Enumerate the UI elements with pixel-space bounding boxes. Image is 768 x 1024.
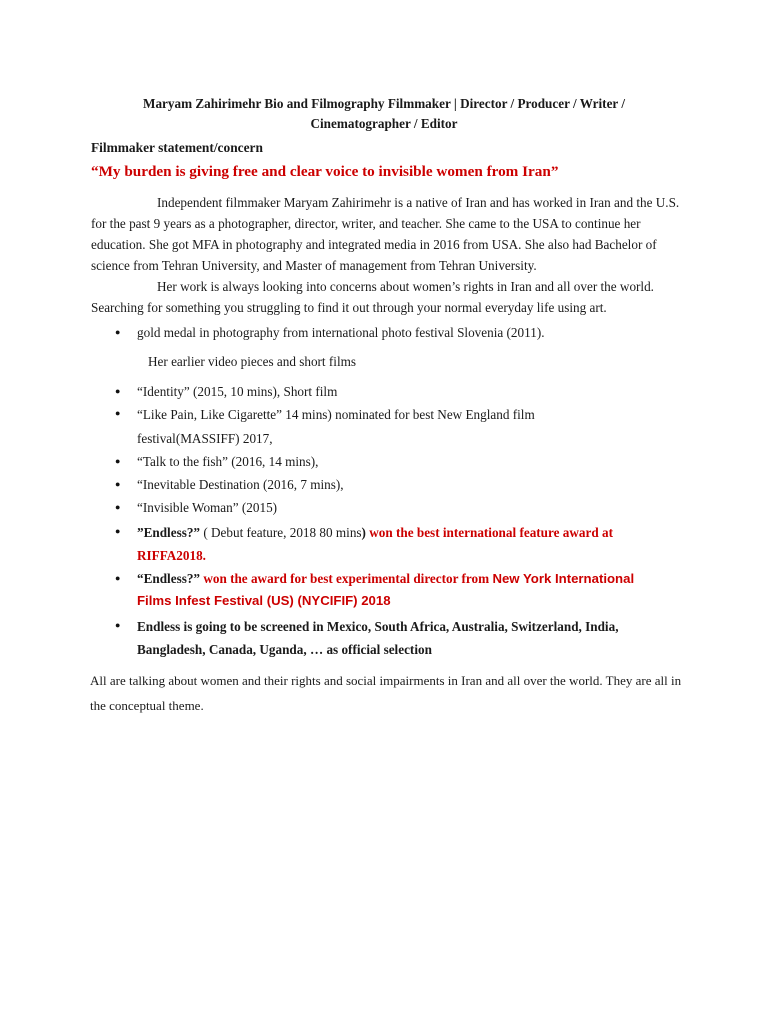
bullet-marker: ●	[115, 526, 121, 536]
list-item-endless-director-award	[137, 568, 657, 612]
bullet-marker: ●	[115, 327, 121, 337]
bullet-marker: ●	[115, 408, 121, 418]
list-item-screenings: Endless is going to be screened in Mexico, South Africa, Australia, Switzerland, India, Bangladesh, Canada, Uganda, … as official selection	[137, 619, 619, 657]
bullet-marker: ●	[115, 573, 121, 583]
list-item-film: “Like Pain, Like Cigarette” 14 mins) nominated for best New England film festival(MASSIFF) 2017,	[137, 407, 535, 446]
list-item-film: “Inevitable Destination (2016, 7 mins),	[137, 477, 344, 492]
bullet-marker: ●	[115, 456, 121, 466]
award-text: won the award for best experimental director from	[200, 571, 493, 586]
closing-paragraph: All are talking about women and their rights and social impairments in Iran and all over the world. They are all in the conceptual theme.	[90, 673, 682, 713]
list-item-film: “Talk to the fish” (2016, 14 mins),	[137, 454, 319, 469]
bullet-marker: ●	[115, 502, 121, 512]
list-item-medal: gold medal in photography from international photo festival Slovenia (2011).	[137, 325, 545, 340]
bullet-marker: ●	[115, 386, 121, 396]
bio-paragraph	[91, 192, 681, 276]
list-item-film: “Invisible Woman” (2015)	[137, 500, 278, 515]
list-item-film: “Identity” (2015, 10 mins), Short film	[137, 384, 338, 399]
statement-quote: “My burden is giving free and clear voice to invisible women from Iran”	[91, 163, 559, 180]
bullet-marker: ●	[115, 479, 121, 489]
work-paragraph-text: Her work is always looking into concerns about women’s rights in Iran and all over the world. Searching for something you struggling to find it out through your normal everyday life using art.	[91, 279, 654, 315]
festival-name: New York International Films Infest Festival (US) (NYCIFIF) 2018	[137, 571, 635, 608]
bullet-marker: ●	[115, 620, 121, 630]
bio-paragraph-text: Independent filmmaker Maryam Zahirimehr is a native of Iran and has worked in Iran and the U.S. for the past 9 years as a photographer, director, writer, and teacher. She came to the USA to continue her education. She got MFA in photography and integrated media in 2016 from USA. She also had Bachelor of science from Tehran University, and Master of management from Tehran University.	[91, 195, 680, 273]
work-paragraph	[91, 276, 681, 318]
film-details: ( Debut feature, 2018 80 mins	[200, 525, 362, 540]
section-heading: Filmmaker statement/concern	[91, 140, 263, 155]
document-title: Maryam Zahirimehr Bio and Filmography Filmmaker | Director / Producer / Writer / Cinematographer / Editor	[143, 96, 625, 131]
film-details-close: )	[361, 525, 366, 540]
list-item-endless-award	[137, 521, 657, 567]
film-title: ”Endless?”	[137, 525, 201, 540]
earlier-works-heading: Her earlier video pieces and short films	[148, 354, 356, 369]
award-text: won the best international feature award at RIFFA2018.	[137, 525, 613, 563]
film-title: “Endless?”	[137, 571, 201, 586]
